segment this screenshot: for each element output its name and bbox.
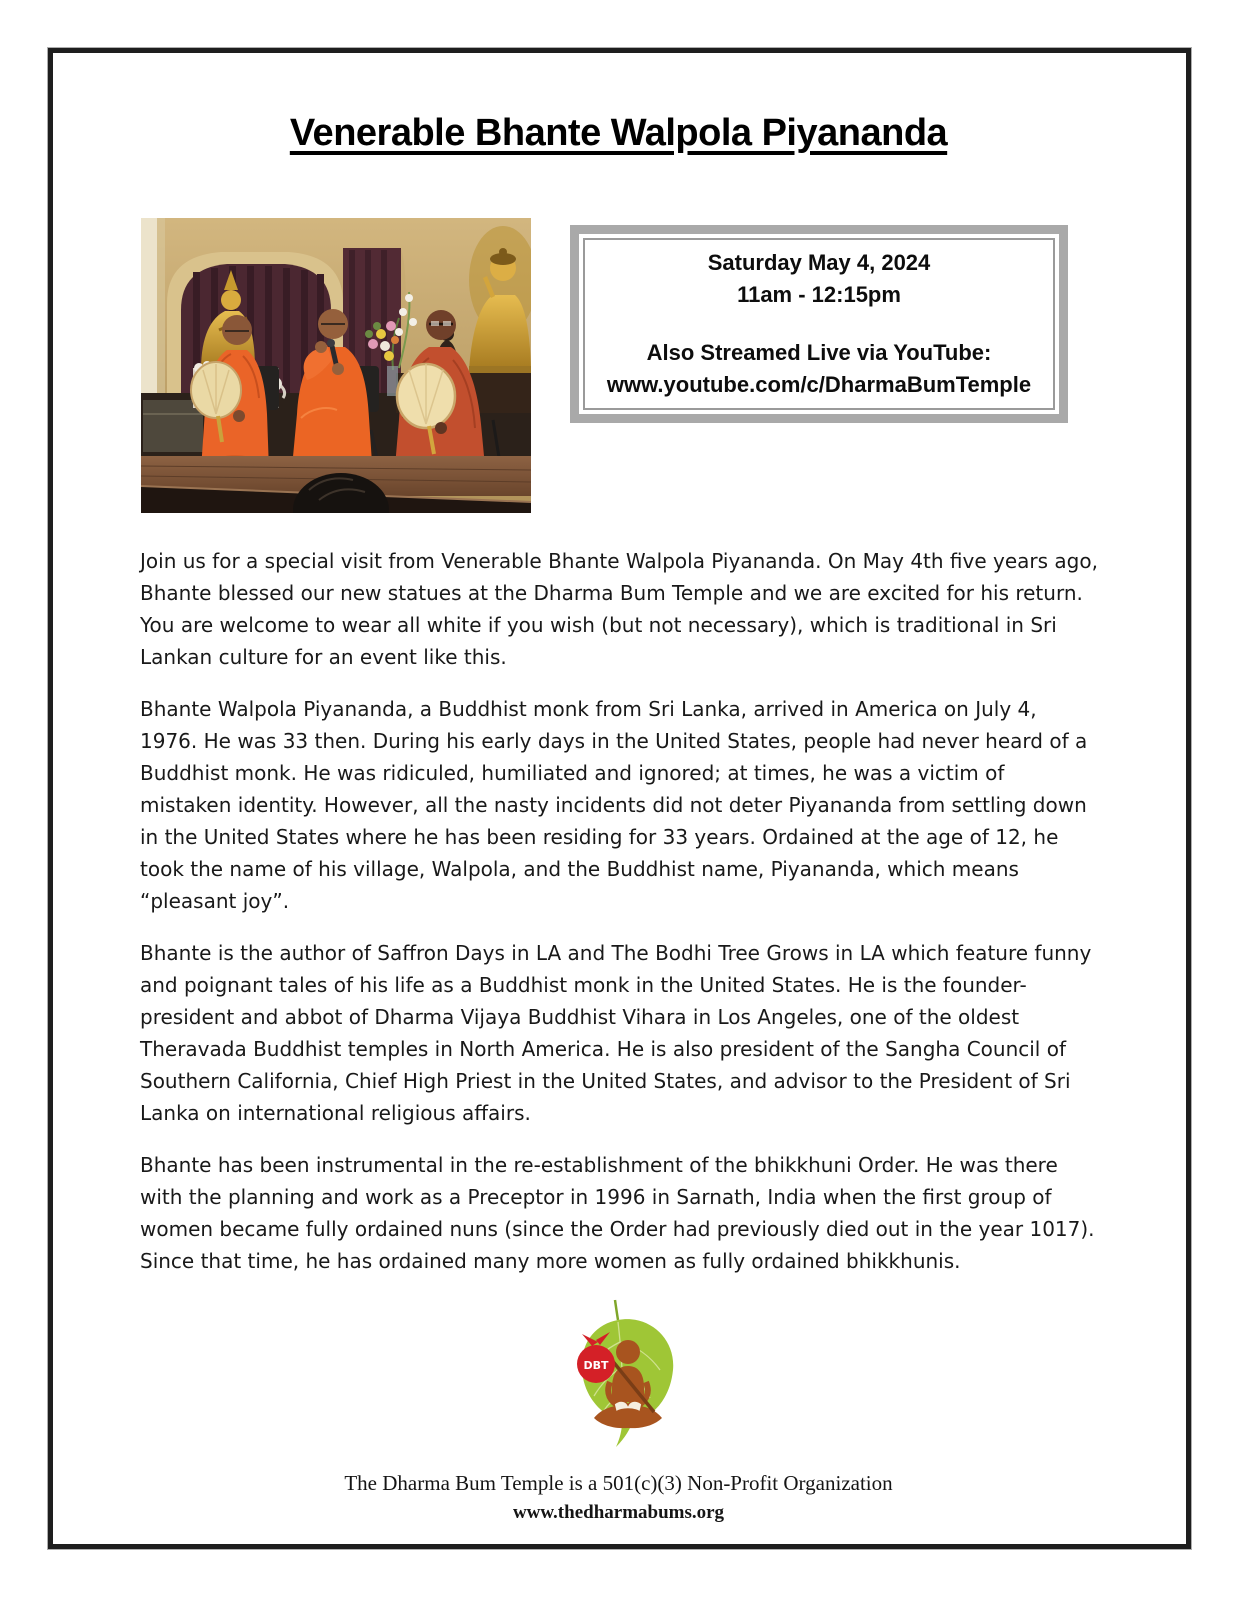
stream-label: Also Streamed Live via YouTube: <box>646 340 992 365</box>
event-date: Saturday May 4, 2024 <box>707 250 931 275</box>
monks-photo-illustration <box>141 218 531 513</box>
event-info-box <box>570 225 1068 423</box>
footer-nonprofit-line: The Dharma Bum Temple is a 501(c)(3) Non-Profit Organization <box>344 1471 893 1495</box>
event-info-inner <box>583 238 1055 410</box>
monks-photo <box>141 218 531 513</box>
paragraph-biography: Bhante Walpola Piyananda, a Buddhist monk from Sri Lanka, arrived in America on July 4, 1976. He was 33 then. During his early days in the United States, people had never heard of a Buddhist monk. He was ridiculed, humiliated and ignored; at times, he was a victim of mistaken identity. However, all the nasty incidents did not deter Piyananda from settling down in the United States where he has been residing for 33 years. Ordained at the age of 12, he took the name of his village, Walpola, and the Buddhist name, Piyananda, which means “pleasant joy”. <box>140 697 1088 913</box>
dbt-logo <box>556 1296 690 1448</box>
paragraph-intro: Join us for a special visit from Venerable Bhante Walpola Piyananda. On May 4th five years ago, Bhante blessed our new statues at the Dharma Bum Temple and we are excited for his return. You are welcome to wear all white if you wish (but not necessary), which is traditional in Sri Lankan culture for an event like this. <box>140 549 1098 669</box>
event-time: 11am - 12:15pm <box>737 282 901 307</box>
paragraph-author: Bhante is the author of Saffron Days in LA and The Bodhi Tree Grows in LA which feature funny and poignant tales of his life as a Buddhist monk in the United States. He is the founder-president and abbot of Dharma Vijaya Buddhist Vihara in Los Angeles, one of the oldest Theravada Buddhist temples in North America. He is also president of the Sangha Council of Southern California, Chief High Priest in the United States, and advisor to the President of Sri Lanka on international religious affairs. <box>140 941 1092 1125</box>
footer-website: www.thedharmabums.org <box>512 1502 725 1523</box>
footer <box>0 1468 1237 1528</box>
dbt-logo-illustration <box>556 1296 690 1448</box>
paragraph-bhikkhuni: Bhante has been instrumental in the re-establishment of the bhikkhuni Order. He was there with the planning and work as a Preceptor in 1996 in Sarnath, India when the first group of women became fully ordained nuns (since the Order had previously died out in the year 1017). Since that time, he has ordained many more women as fully ordained bhikkhunis. <box>140 1153 1095 1273</box>
stream-url: www.youtube.com/c/DharmaBumTemple <box>606 372 1032 397</box>
dbt-acronym: DBT <box>583 1359 609 1372</box>
buddha-statue-right <box>469 226 531 378</box>
event-box-spacer <box>585 311 1053 337</box>
body-text <box>140 545 1098 1277</box>
page-title: Venerable Bhante Walpola Piyananda <box>289 112 948 154</box>
